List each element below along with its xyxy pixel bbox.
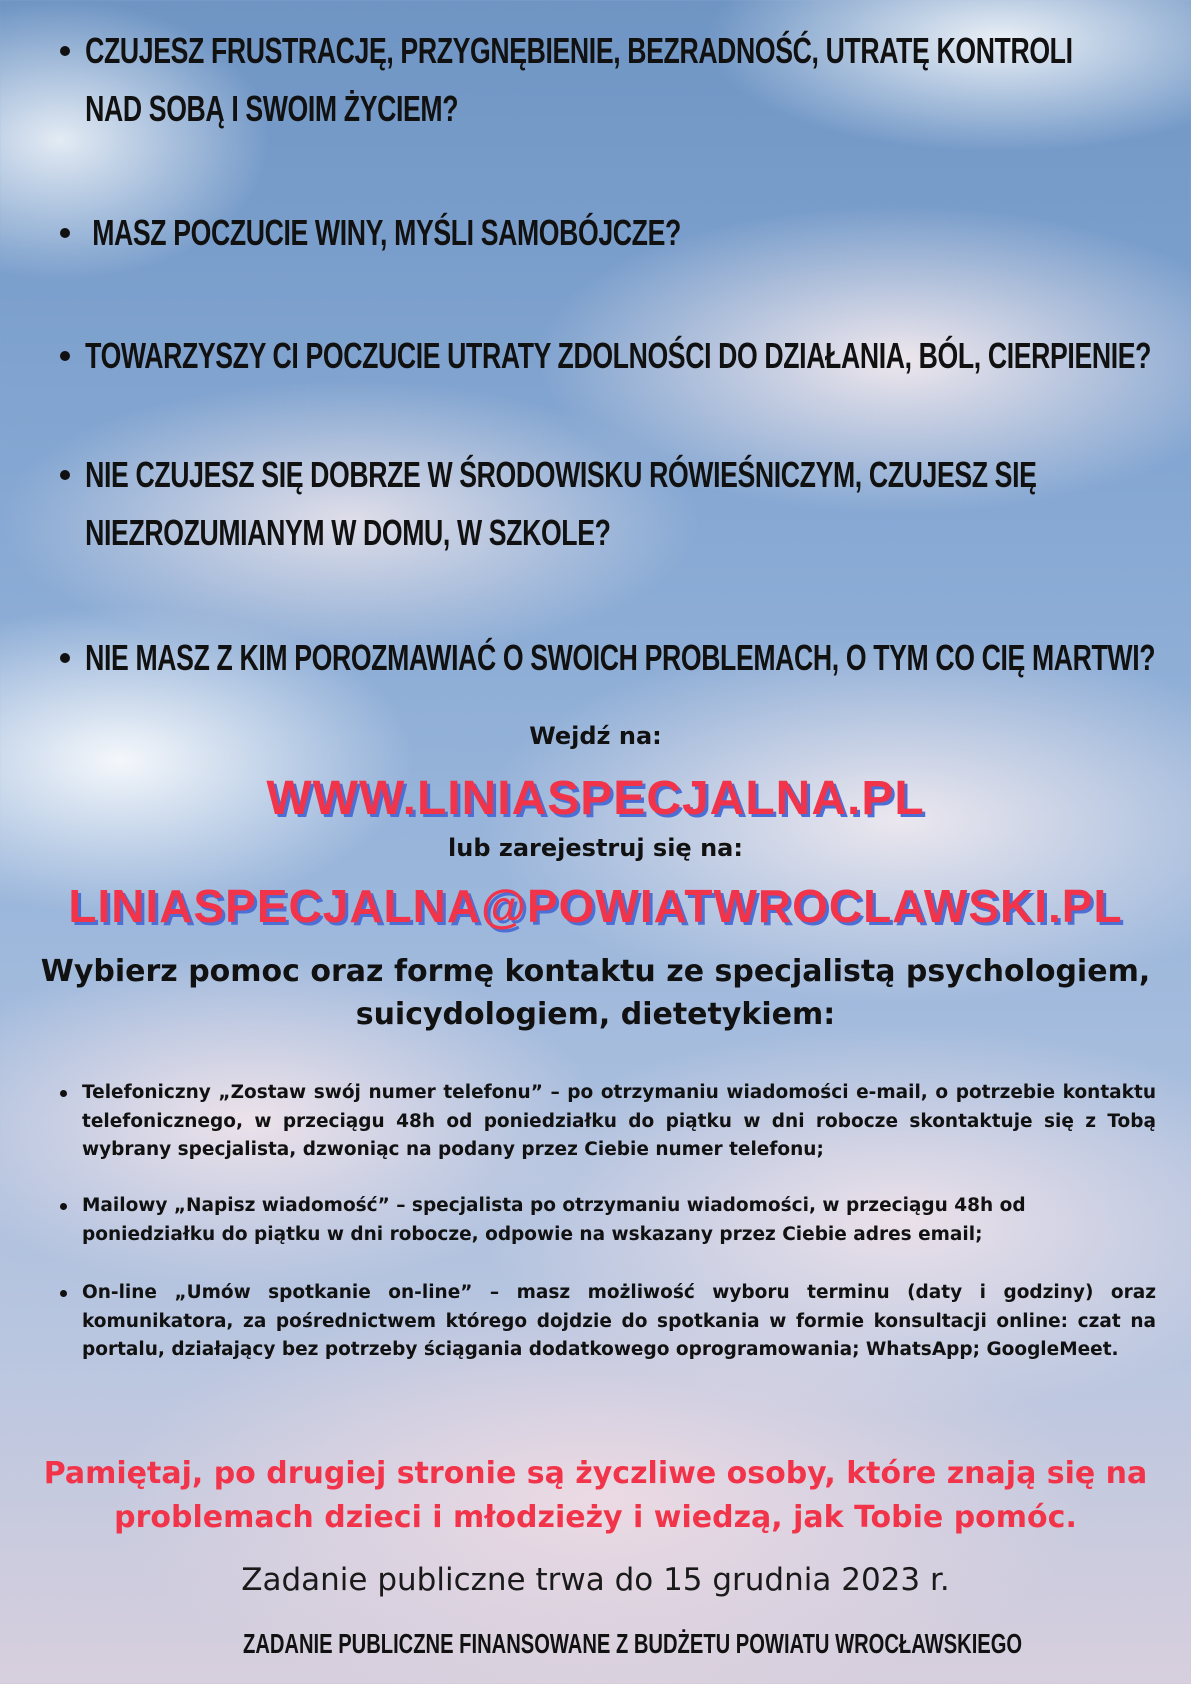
reminder-line-2: problemach dzieci i młodzieży i wiedzą, jak Tobie pomóc. — [114, 1500, 1077, 1535]
question-3 — [60, 327, 1191, 385]
email-link[interactable]: LINIASPECJALNA@POWIATWROCLAWSKI.PL — [68, 880, 1123, 932]
contact-option-mail — [60, 1192, 1050, 1249]
question-1-line-2: NAD SOBĄ I SWOIM ŻYCIEM? — [85, 88, 459, 129]
bullet-icon — [60, 1290, 67, 1297]
contact-option-online — [60, 1279, 1156, 1365]
question-2 — [60, 204, 899, 262]
website-link[interactable]: WWW.LINIASPECJALNA.PL — [266, 772, 925, 825]
question-2-line-1: MASZ POCZUCIE WINY, MYŚLI SAMOBÓJCZE? — [85, 212, 681, 253]
question-1-line-1: CZUJESZ FRUSTRACJĘ, PRZYGNĘBIENIE, BEZRADNOŚĆ, UTRATĘ KONTROLI — [85, 30, 1073, 71]
question-3-line-1: TOWARZYSZY CI POCZUCIE UTRATY ZDOLNOŚCI DO DZIAŁANIA, BÓL, CIERPIENIE? — [85, 335, 1152, 376]
question-4-line-2: NIEZROZUMIANYM W DOMU, W SZKOLE? — [85, 512, 611, 553]
bullet-icon — [60, 1090, 67, 1097]
funding-footer: ZADANIE PUBLICZNE FINANSOWANE Z BUDŻETU POWIATU WROCŁAWSKIEGO — [243, 1628, 1023, 1659]
question-1 — [60, 22, 1191, 138]
reminder-text — [0, 1452, 1191, 1540]
choose-heading — [0, 950, 1191, 1036]
reminder-line-1: Pamiętaj, po drugiej stronie są życzliwe osoby, które znają się na — [43, 1456, 1148, 1491]
contact-option-mail-text: Mailowy „Napisz wiadomość” – specjalista po otrzymaniu wiadomości, w przeciągu 48h od poniedziałku do piątku w dni robocze, odpowie na wskazany przez Ciebie adres email; — [82, 1195, 1026, 1245]
choose-heading-line-2: suicydologiem, dietetykiem: — [355, 997, 836, 1032]
register-label: lub zarejestruj się na: — [448, 834, 743, 862]
choose-heading-line-1: Wybierz pomoc oraz formę kontaktu ze specjalistą psychologiem, — [40, 954, 1151, 989]
bullet-icon — [60, 1203, 67, 1210]
contact-option-phone-text: Telefoniczny „Zostaw swój numer telefonu” – po otrzymaniu wiadomości e-mail, o potrzebie kontaktu telefonicznego, w przeciągu 48h od poniedziałku do piątku w dni robocze skontaktuje się z Tobą wybrany specjalista, dzwoniąc na podany przez Ciebie numer telefonu; — [82, 1082, 1156, 1160]
contact-option-phone — [60, 1079, 1156, 1165]
contact-option-online-text: On-line „Umów spotkanie on-line” – masz możliwość wyboru terminu (daty i godziny) oraz komunikatora, za pośrednictwem którego dojdzie do spotkania w formie konsultacji online: czat na portalu, działający bez potrzeby ściągania dodatkowego oprogramowania; WhatsApp; GoogleMeet. — [82, 1282, 1156, 1360]
visit-label: Wejdź na: — [529, 722, 662, 750]
question-5-line-1: NIE MASZ Z KIM POROZMAWIAĆ O SWOICH PROBLEMACH, O TYM CO CIĘ MARTWI? — [85, 637, 1156, 678]
question-4-line-1: NIE CZUJESZ SIĘ DOBRZE W ŚRODOWISKU RÓWIEŚNICZYM, CZUJESZ SIĘ — [85, 454, 1037, 495]
duration-text: Zadanie publiczne trwa do 15 grudnia 2023 r. — [241, 1562, 950, 1598]
question-5 — [60, 629, 1191, 687]
question-4 — [60, 446, 1191, 562]
